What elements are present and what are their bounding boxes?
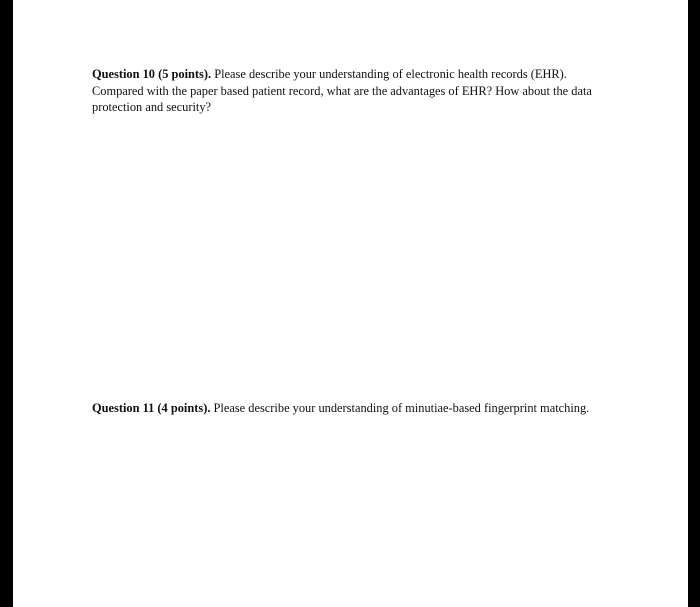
question-11 xyxy=(92,400,592,417)
question-10 xyxy=(92,66,612,116)
question-10-text: Please describe your understanding of electronic health records (EHR). Compared with the paper based patient record, what are the advantages of EHR? How about the data protection and security? xyxy=(92,67,592,114)
question-11-text: Please describe your understanding of minutiae-based fingerprint matching. xyxy=(213,401,590,415)
question-11-heading: Question 11 (4 points). xyxy=(92,401,211,415)
document-page xyxy=(13,0,688,607)
question-10-heading: Question 10 (5 points). xyxy=(92,67,212,81)
